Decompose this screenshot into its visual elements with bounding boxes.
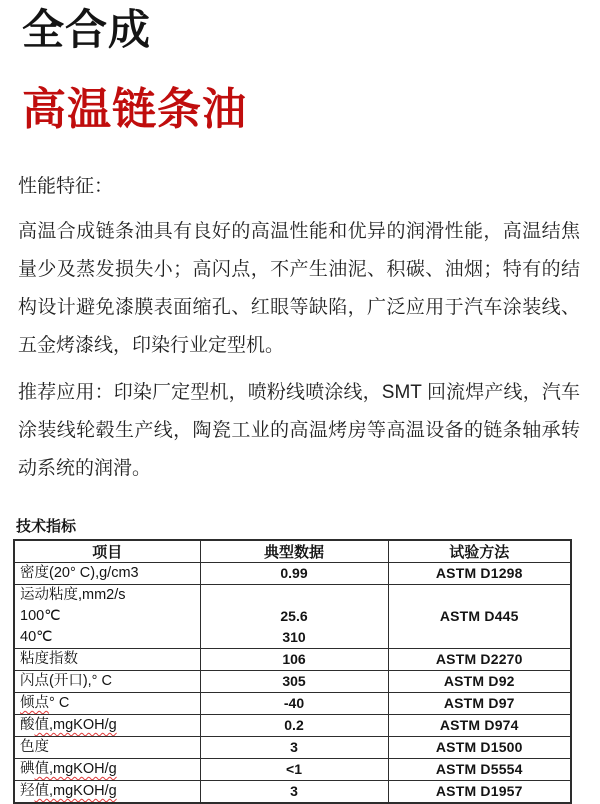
cell-line: 0.99 (280, 565, 308, 581)
spellcheck-squiggle-text: 值,mgKOH/g (34, 783, 117, 799)
spec-table (13, 539, 572, 804)
label-text: 100℃ (20, 608, 61, 624)
spec-table-row (14, 563, 571, 585)
cell-line: 305 (282, 673, 306, 689)
typical-value-cell (200, 671, 388, 693)
cell-line (15, 781, 200, 802)
label-text: 粘度指数 (20, 651, 78, 667)
spec-table-row (14, 737, 571, 759)
label-text: 羟 (20, 783, 35, 799)
spec-table-row (14, 585, 571, 649)
cell-line: 3 (290, 739, 298, 755)
test-method-cell (388, 759, 571, 781)
spec-table-row (14, 715, 571, 737)
cell-line (15, 606, 200, 627)
label-text: 密度(20° C),g/cm3 (20, 565, 139, 581)
cell-line: <1 (286, 761, 302, 777)
test-method-cell (388, 585, 571, 649)
typical-value-cell (200, 715, 388, 737)
cell-line: ASTM D92 (443, 673, 515, 689)
cell-line (15, 737, 200, 758)
typical-value-cell (200, 563, 388, 585)
product-name-subtitle: 高温链条油 (22, 85, 247, 134)
spec-table-body (14, 563, 571, 804)
typical-value-cell (200, 693, 388, 715)
typical-value-cell (200, 737, 388, 759)
cell-line (15, 671, 200, 692)
label-text: 碘 (20, 761, 35, 777)
cell-line (15, 585, 200, 606)
spec-table-header-cell: 典型数据 (200, 540, 388, 563)
cell-line: -40 (283, 695, 305, 711)
item-cell (14, 759, 200, 781)
label-text: 色度 (20, 739, 49, 755)
page-title: 全合成 (22, 6, 152, 53)
test-method-cell (388, 715, 571, 737)
applications-paragraph: 推荐应用：印染厂定型机，喷粉线喷涂线，SMT 回流焊产线，汽车涂装线轮毂生产线，陶瓷工业的高温烤房等高温设备的链条轴承转动系统的润滑。 (18, 382, 580, 479)
spec-table-row (14, 693, 571, 715)
cell-line (15, 715, 200, 736)
test-method-cell (388, 563, 571, 585)
cell-line (15, 759, 200, 780)
test-method-cell (388, 671, 571, 693)
cell-line: 310 (282, 629, 306, 645)
datasheet-page (0, 4, 600, 804)
spellcheck-squiggle-text: 值,mgKOH/g (34, 717, 117, 733)
item-cell (14, 715, 200, 737)
cell-line: ASTM D1298 (435, 565, 523, 581)
spec-table-row (14, 759, 571, 781)
cell-line: ASTM D1500 (435, 739, 523, 755)
empty-line (389, 585, 571, 606)
item-cell (14, 649, 200, 671)
spec-table-header-cell: 项目 (14, 540, 200, 563)
cell-line: 0.2 (284, 717, 304, 733)
cell-line (15, 649, 200, 670)
spellcheck-squiggle-text: 倾点 (20, 695, 49, 711)
cell-line: 25.6 (280, 608, 308, 624)
item-cell (14, 693, 200, 715)
spellcheck-squiggle-text: 值,mgKOH/g (34, 761, 117, 777)
item-cell (14, 671, 200, 693)
label-text: 40℃ (20, 629, 53, 645)
typical-value-cell (200, 649, 388, 671)
empty-line (201, 585, 388, 606)
item-cell (14, 563, 200, 585)
empty-line (389, 627, 571, 648)
cell-line: ASTM D2270 (435, 651, 523, 667)
spec-table-caption: 技术指标 (16, 518, 77, 535)
typical-value-cell (200, 585, 388, 649)
spec-table-header-cell: 试验方法 (388, 540, 571, 563)
cell-line: 3 (290, 783, 298, 799)
features-paragraph: 高温合成链条油具有良好的高温性能和优异的润滑性能，高温结焦量少及蒸发损失小；高闪点，不产生油泥、积碳、油烟；特有的结构设计避免漆膜表面缩孔、红眼等缺陷，广泛应用于汽车涂装线、五金烤漆线，印染行业定型机。 (18, 221, 580, 356)
cell-line (15, 563, 200, 584)
cell-line: ASTM D97 (443, 695, 515, 711)
cell-line: ASTM D974 (439, 717, 519, 733)
spec-table-row (14, 671, 571, 693)
label-text: 闪点(开口),° C (20, 673, 112, 689)
item-cell (14, 585, 200, 649)
label-text: 酸 (20, 717, 35, 733)
cell-line: ASTM D1957 (435, 783, 523, 799)
label-text: 运动粘度,mm2/s (20, 587, 126, 603)
cell-line: 106 (282, 651, 306, 667)
spec-table-row (14, 649, 571, 671)
test-method-cell (388, 737, 571, 759)
label-text: ° C (49, 695, 70, 711)
typical-value-cell (200, 759, 388, 781)
cell-line: ASTM D445 (439, 608, 519, 624)
features-heading: 性能特征： (18, 176, 114, 197)
cell-line: ASTM D5554 (435, 761, 523, 777)
test-method-cell (388, 649, 571, 671)
cell-line (15, 627, 200, 648)
cell-line (15, 693, 200, 714)
test-method-cell (388, 693, 571, 715)
spec-table-header-row (14, 540, 571, 563)
item-cell (14, 737, 200, 759)
